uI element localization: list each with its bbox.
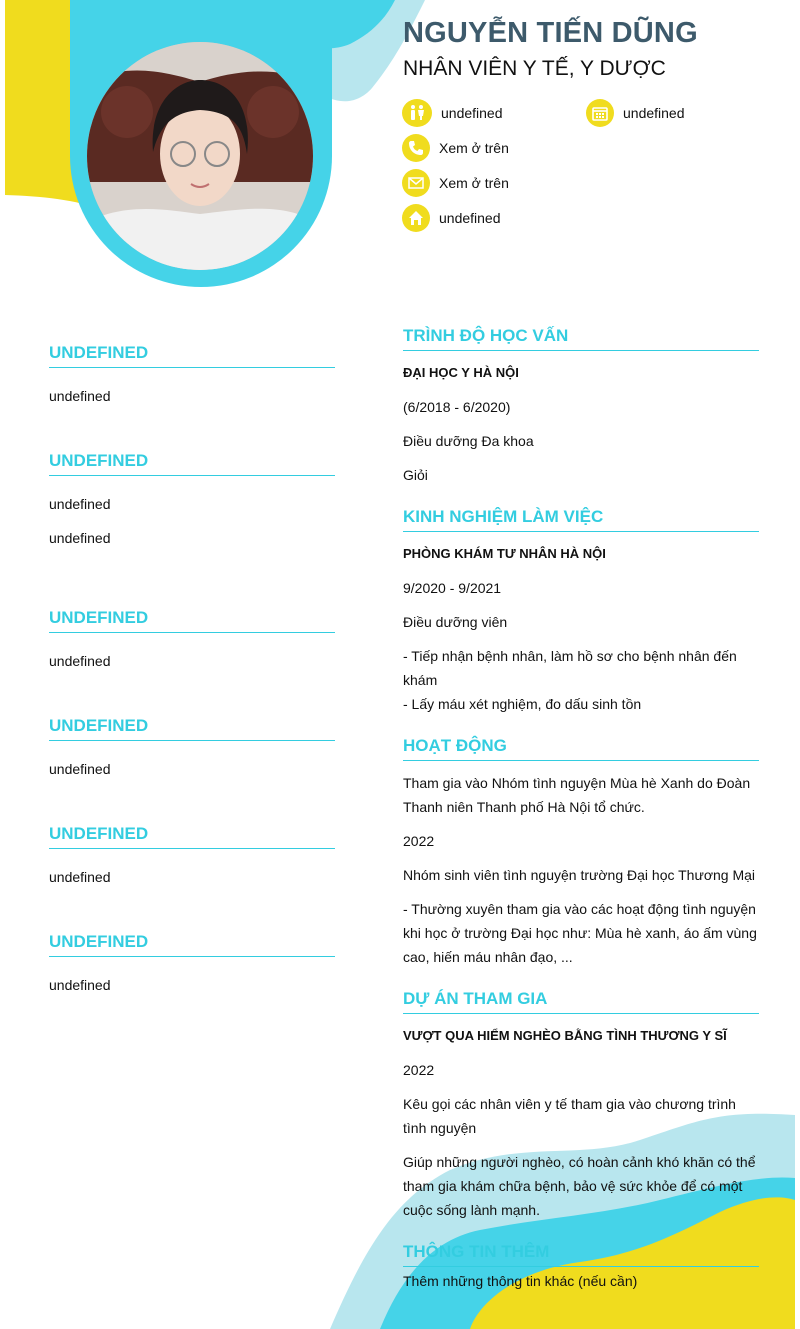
left-section-line: undefined (49, 653, 111, 669)
additional-title: THÔNG TIN THÊM (403, 1241, 759, 1267)
left-section-3 (49, 607, 335, 673)
avatar-photo-icon (87, 42, 313, 270)
left-section-line: undefined (49, 977, 111, 993)
education-title: TRÌNH ĐỘ HỌC VẤN (403, 325, 759, 351)
experience-position: Điều dưỡng viên (403, 614, 508, 630)
left-section-title: UNDEFINED (49, 715, 335, 741)
activities-desc: Tham gia vào Nhóm tình nguyện Mùa hè Xanh do Đoàn Thanh niên Thanh phố Hà Nội tổ chức. (403, 775, 751, 815)
home-icon (402, 204, 430, 232)
email-icon (402, 169, 430, 197)
left-section-title: UNDEFINED (49, 450, 335, 476)
projects-desc: Kêu gọi các nhân viên y tế tham gia vào chương trình tình nguyện (403, 1096, 736, 1136)
education-section (403, 325, 759, 487)
activities-title: HOẠT ĐỘNG (403, 735, 759, 761)
contact-gender-text: undefined (441, 105, 503, 121)
calendar-icon (586, 99, 614, 127)
education-grade: Giỏi (403, 467, 428, 483)
left-section-line: undefined (49, 388, 111, 404)
activities-section (403, 735, 759, 969)
left-section-6 (49, 931, 335, 997)
experience-company: PHÒNG KHÁM TƯ NHÂN HÀ NỘI (403, 546, 606, 561)
additional-section (403, 1241, 759, 1293)
experience-duty: - Lấy máu xét nghiệm, đo dấu sinh tồn (403, 696, 642, 712)
left-section-title: UNDEFINED (49, 823, 335, 849)
avatar (87, 42, 313, 270)
left-section-title: UNDEFINED (49, 931, 335, 957)
contact-email-text[interactable]: Xem ở trên (439, 175, 509, 191)
left-section-line: undefined (49, 496, 111, 512)
activities-detail: - Thường xuyên tham gia vào các hoạt động tình nguyện khi học ở trường Đại học như: Mùa hè xanh, áo ấm vùng cao, hiến máu nhân đạo, ... (403, 901, 757, 965)
left-section-title: UNDEFINED (49, 342, 335, 368)
education-major: Điều dưỡng Đa khoa (403, 433, 534, 449)
left-section-line: undefined (49, 761, 111, 777)
contact-email (402, 169, 509, 197)
contact-birthday-text: undefined (623, 105, 685, 121)
projects-desc: Giúp những người nghèo, có hoàn cảnh khó khăn có thể tham gia khám chữa bệnh, bảo vệ sức khỏe để có một cuộc sống lành mạnh. (403, 1154, 756, 1218)
profile-name: NGUYỄN TIẾN DŨNG (403, 17, 698, 49)
phone-icon (402, 134, 430, 162)
experience-title: KINH NGHIỆM LÀM VIỆC (403, 506, 759, 532)
projects-year: 2022 (403, 1062, 435, 1078)
contact-phone-text[interactable]: Xem ở trên (439, 140, 509, 156)
left-section-1 (49, 342, 335, 408)
activities-year: 2022 (403, 833, 435, 849)
contact-gender (402, 99, 503, 127)
education-period: (6/2018 - 6/2020) (403, 399, 511, 415)
contact-address (402, 204, 501, 232)
projects-title: DỰ ÁN THAM GIA (403, 988, 759, 1014)
left-section-5 (49, 823, 335, 889)
left-section-line: undefined (49, 869, 111, 885)
profile-title: NHÂN VIÊN Y TẾ, Y DƯỢC (403, 57, 666, 80)
gender-icon (402, 99, 432, 127)
projects-section (403, 988, 759, 1222)
profile-header (403, 16, 783, 82)
activities-group: Nhóm sinh viên tình nguyện trường Đại học Thương Mại (403, 867, 756, 883)
additional-text: Thêm những thông tin khác (nếu cần) (403, 1273, 638, 1289)
experience-section (403, 506, 759, 716)
left-section-title: UNDEFINED (49, 607, 335, 633)
experience-period: 9/2020 - 9/2021 (403, 580, 502, 596)
contact-birthday (586, 99, 685, 127)
education-school: ĐẠI HỌC Y HÀ NỘI (403, 365, 519, 380)
contact-phone (402, 134, 509, 162)
left-section-line: undefined (49, 530, 111, 546)
contact-address-text: undefined (439, 210, 501, 226)
experience-duty: - Tiếp nhận bệnh nhân, làm hồ sơ cho bệnh nhân đến khám (403, 648, 737, 688)
projects-name: VƯỢT QUA HIỂM NGHÈO BẰNG TÌNH THƯƠNG Y SĨ (403, 1028, 727, 1043)
avatar-frame (70, 0, 332, 287)
left-section-4 (49, 715, 335, 781)
left-section-2 (49, 450, 335, 550)
